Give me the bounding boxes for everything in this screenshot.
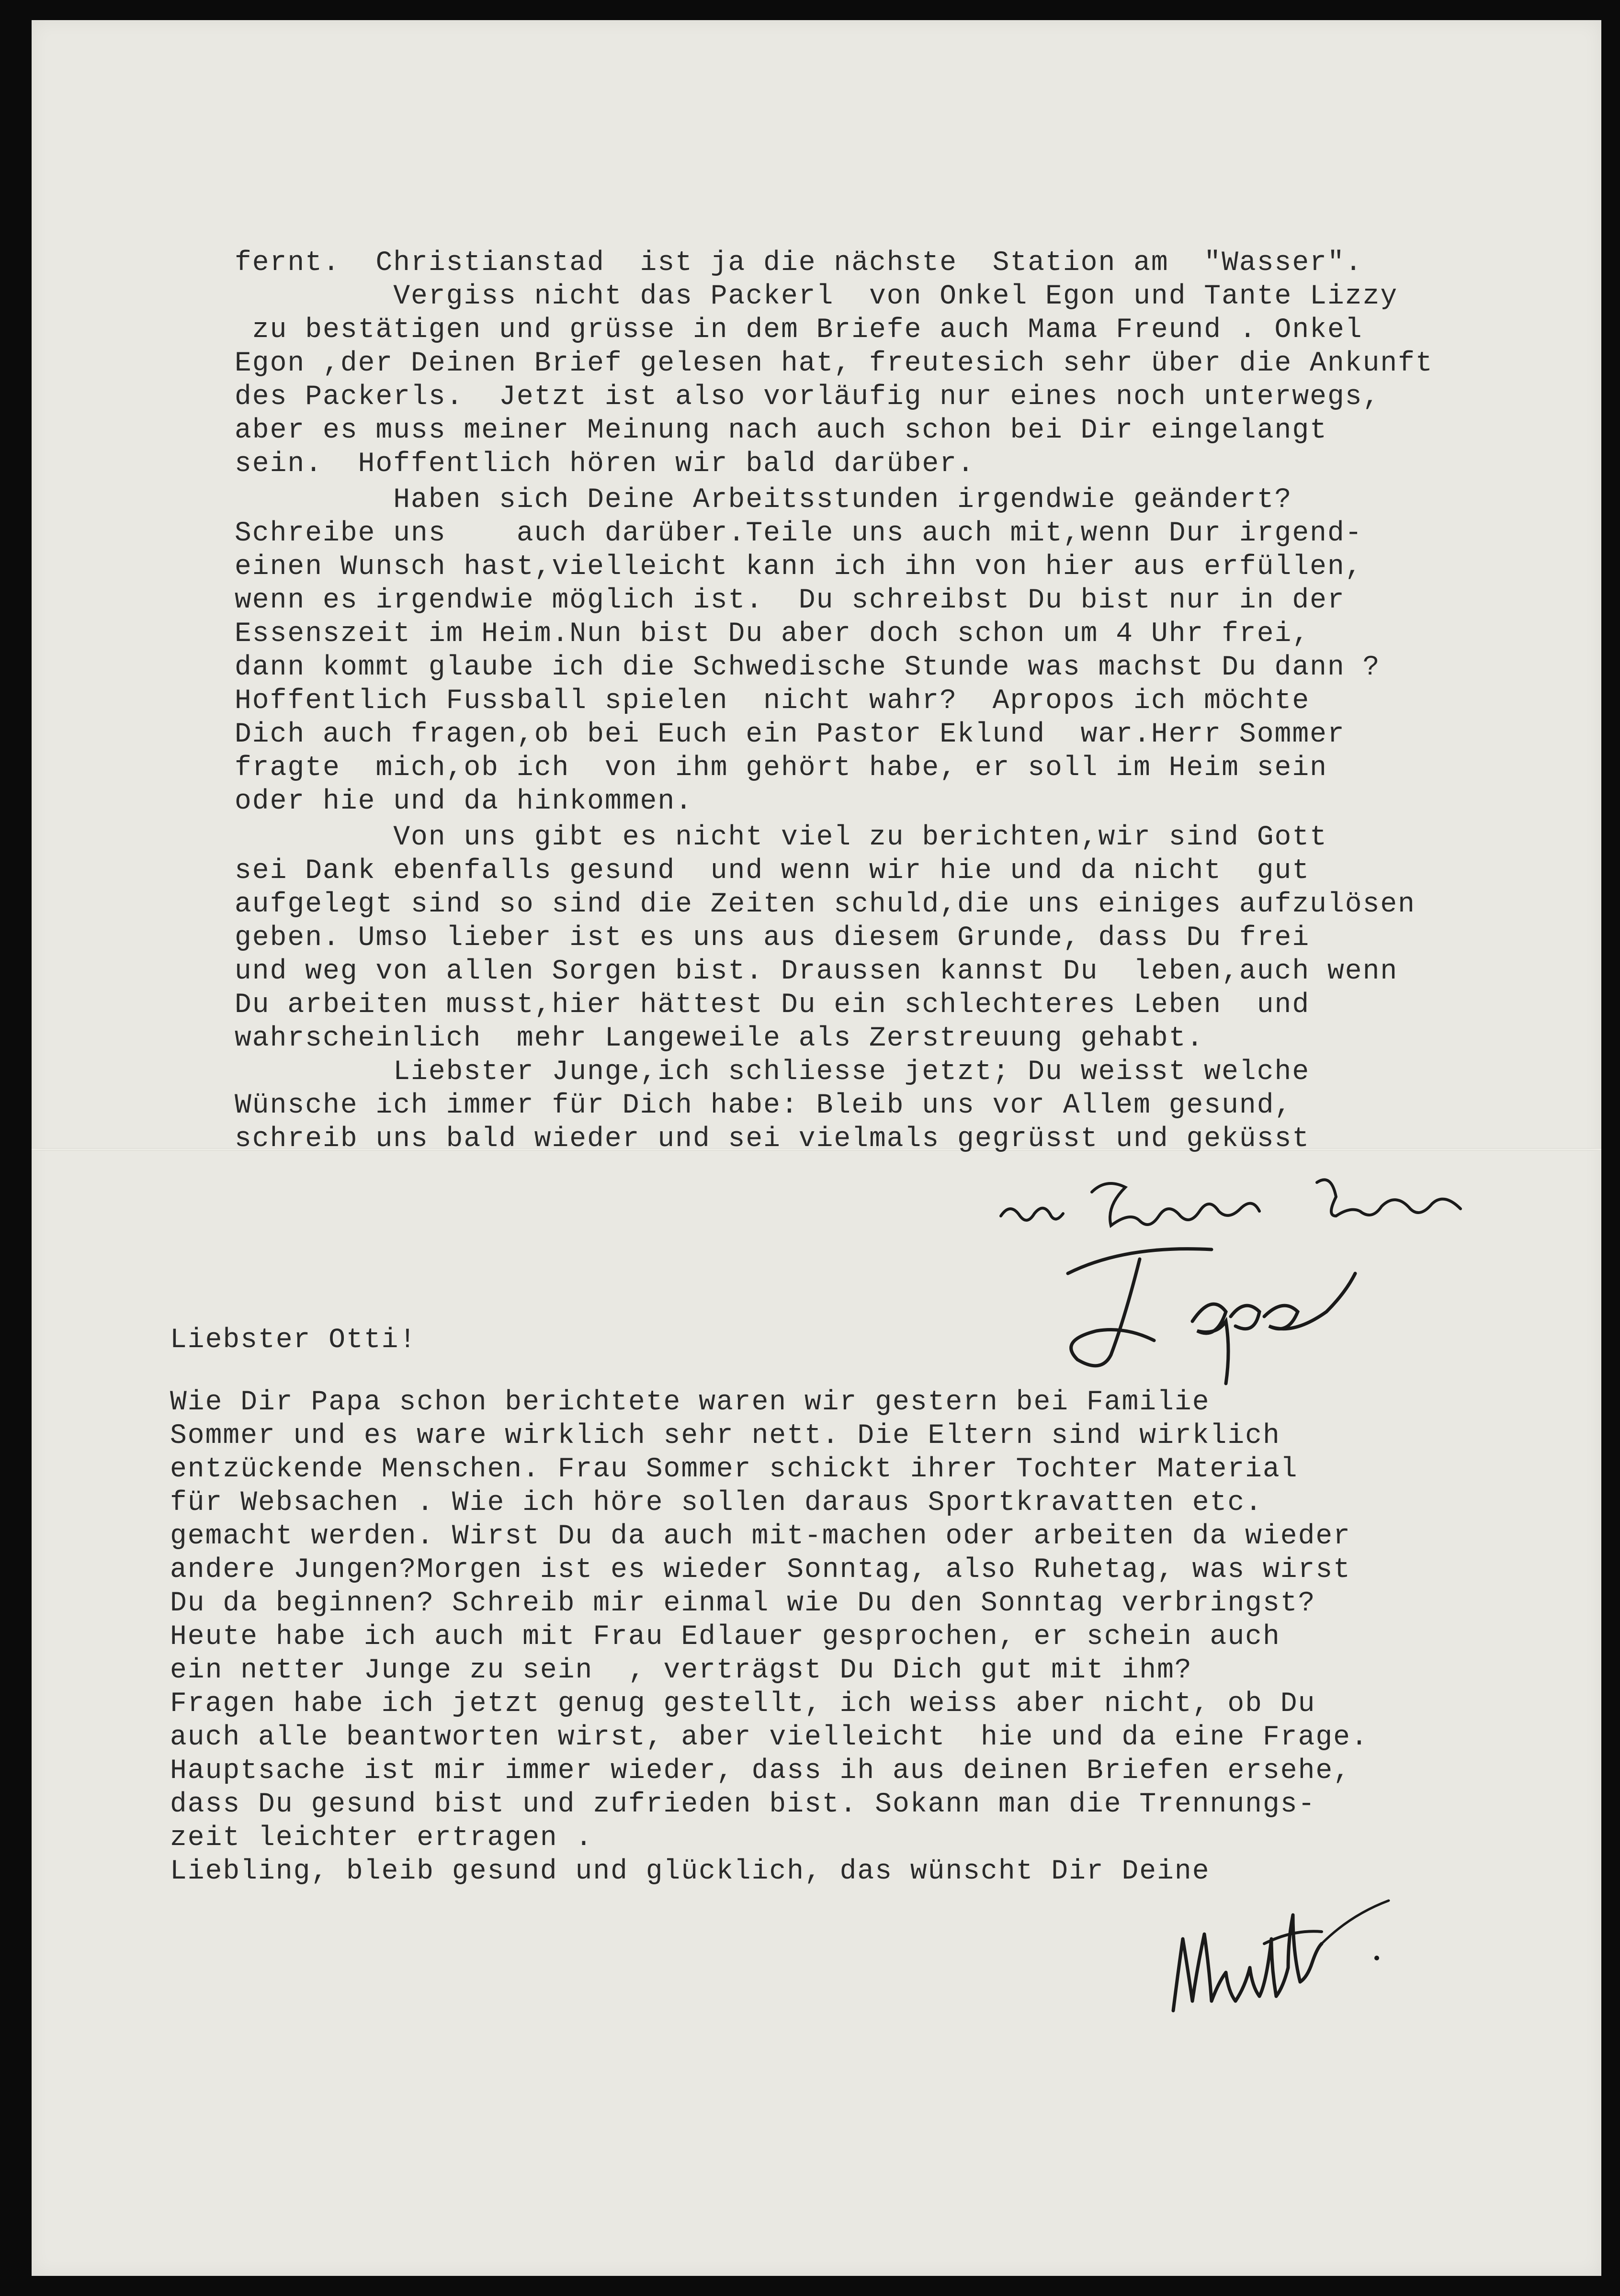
- signature-mutti: [1159, 1896, 1456, 2039]
- text-line: sei Dank ebenfalls gesund und wenn wir hie und da nicht gut: [235, 855, 1310, 887]
- text-line: Vergiss nicht das Packerl von Onkel Egon und Tante Lizzy: [235, 281, 1398, 312]
- text-line: Du da beginnen? Schreib mir einmal wie Du den Sonntag verbringst?: [170, 1588, 1316, 1619]
- text-line: des Packerls. Jetzt ist also vorläufig nur eines noch unterwegs,: [235, 382, 1381, 413]
- text-line: zeit leichter ertragen .: [170, 1823, 593, 1854]
- text-line: gemacht werden. Wirst Du da auch mit-machen oder arbeiten da wieder: [170, 1521, 1351, 1552]
- signature-papa: [991, 1163, 1508, 1393]
- text-line: fernt. Christianstad ist ja die nächste Station am "Wasser".: [235, 248, 1363, 279]
- text-line: Du arbeiten musst,hier hättest Du ein schlechteres Leben und: [235, 990, 1310, 1021]
- text-line: Wie Dir Papa schon berichtete waren wir gestern bei Familie: [170, 1387, 1210, 1418]
- text-line: ein netter Junge zu sein , verträgst Du Dich gut mit ihm?: [170, 1655, 1192, 1686]
- text-line: Schreibe uns auch darüber.Teile uns auch mit,wenn Dur irgend-: [235, 518, 1363, 549]
- text-line: Liebling, bleib gesund und glücklich, das wünscht Dir Deine: [170, 1856, 1210, 1887]
- text-line: und weg von allen Sorgen bist. Draussen kannst Du leben,auch wenn: [235, 956, 1398, 987]
- text-line: für Websachen . Wie ich höre sollen daraus Sportkravatten etc.: [170, 1487, 1263, 1519]
- signature-mutti-icon: [1159, 1896, 1456, 2039]
- text-line: oder hie und da hinkommen.: [235, 786, 693, 817]
- text-line: Wünsche ich immer für Dich habe: Bleib uns vor Allem gesund,: [235, 1090, 1292, 1121]
- text-line: schreib uns bald wieder und sei vielmals gegrüsst und geküsst: [235, 1124, 1310, 1155]
- text-line: aufgelegt sind so sind die Zeiten schuld,die uns einiges aufzulösen: [235, 889, 1416, 920]
- text-line: dass Du gesund bist und zufrieden bist. Sokann man die Trennungs-: [170, 1789, 1316, 1820]
- text-line: wenn es irgendwie möglich ist. Du schreibst Du bist nur in der: [235, 585, 1345, 616]
- text-line: andere Jungen?Morgen ist es wieder Sonntag, also Ruhetag, was wirst: [170, 1554, 1351, 1586]
- text-line: wahrscheinlich mehr Langeweile als Zerstreuung gehabt.: [235, 1023, 1204, 1054]
- text-line: Von uns gibt es nicht viel zu berichten,wir sind Gott: [235, 822, 1327, 853]
- text-line: Hauptsache ist mir immer wieder, dass ih aus deinen Briefen ersehe,: [170, 1756, 1351, 1787]
- text-line: Essenszeit im Heim.Nun bist Du aber doch schon um 4 Uhr frei,: [235, 619, 1310, 650]
- signature-papa-icon: [991, 1163, 1508, 1393]
- text-line: entzückende Menschen. Frau Sommer schickt ihrer Tochter Material: [170, 1454, 1298, 1485]
- text-line: zu bestätigen und grüsse in dem Briefe auch Mama Freund . Onkel: [235, 315, 1363, 346]
- text-line: fragte mich,ob ich von ihm gehört habe, er soll im Heim sein: [235, 753, 1327, 784]
- text-line: Heute habe ich auch mit Frau Edlauer gesprochen, er schein auch: [170, 1621, 1280, 1653]
- text-line: Fragen habe ich jetzt genug gestellt, ich weiss aber nicht, ob Du: [170, 1688, 1316, 1720]
- text-line: auch alle beantworten wirst, aber vielleicht hie und da eine Frage.: [170, 1722, 1369, 1753]
- text-line: Egon ,der Deinen Brief gelesen hat, freutesich sehr über die Ankunft: [235, 348, 1433, 379]
- text-line: einen Wunsch hast,vielleicht kann ich ihn von hier aus erfüllen,: [235, 551, 1363, 583]
- text-line: Sommer und es ware wirklich sehr nett. Die Eltern sind wirklich: [170, 1420, 1280, 1452]
- text-line: geben. Umso lieber ist es uns aus diesem Grunde, dass Du frei: [235, 923, 1310, 954]
- text-line: Dich auch fragen,ob bei Euch ein Pastor Eklund war.Herr Sommer: [235, 719, 1345, 750]
- text-line: sein. Hoffentlich hören wir bald darüber.: [235, 449, 975, 480]
- text-line: Haben sich Deine Arbeitsstunden irgendwie geändert?: [235, 484, 1292, 516]
- text-line: Liebster Junge,ich schliesse jetzt; Du weisst welche: [235, 1057, 1310, 1088]
- text-line: Hoffentlich Fussball spielen nicht wahr? Apropos ich möchte: [235, 686, 1310, 717]
- text-line: dann kommt glaube ich die Schwedische Stunde was machst Du dann ?: [235, 652, 1381, 683]
- text-line: Liebster Otti!: [170, 1325, 417, 1356]
- text-line: aber es muss meiner Meinung nach auch schon bei Dir eingelangt: [235, 415, 1327, 446]
